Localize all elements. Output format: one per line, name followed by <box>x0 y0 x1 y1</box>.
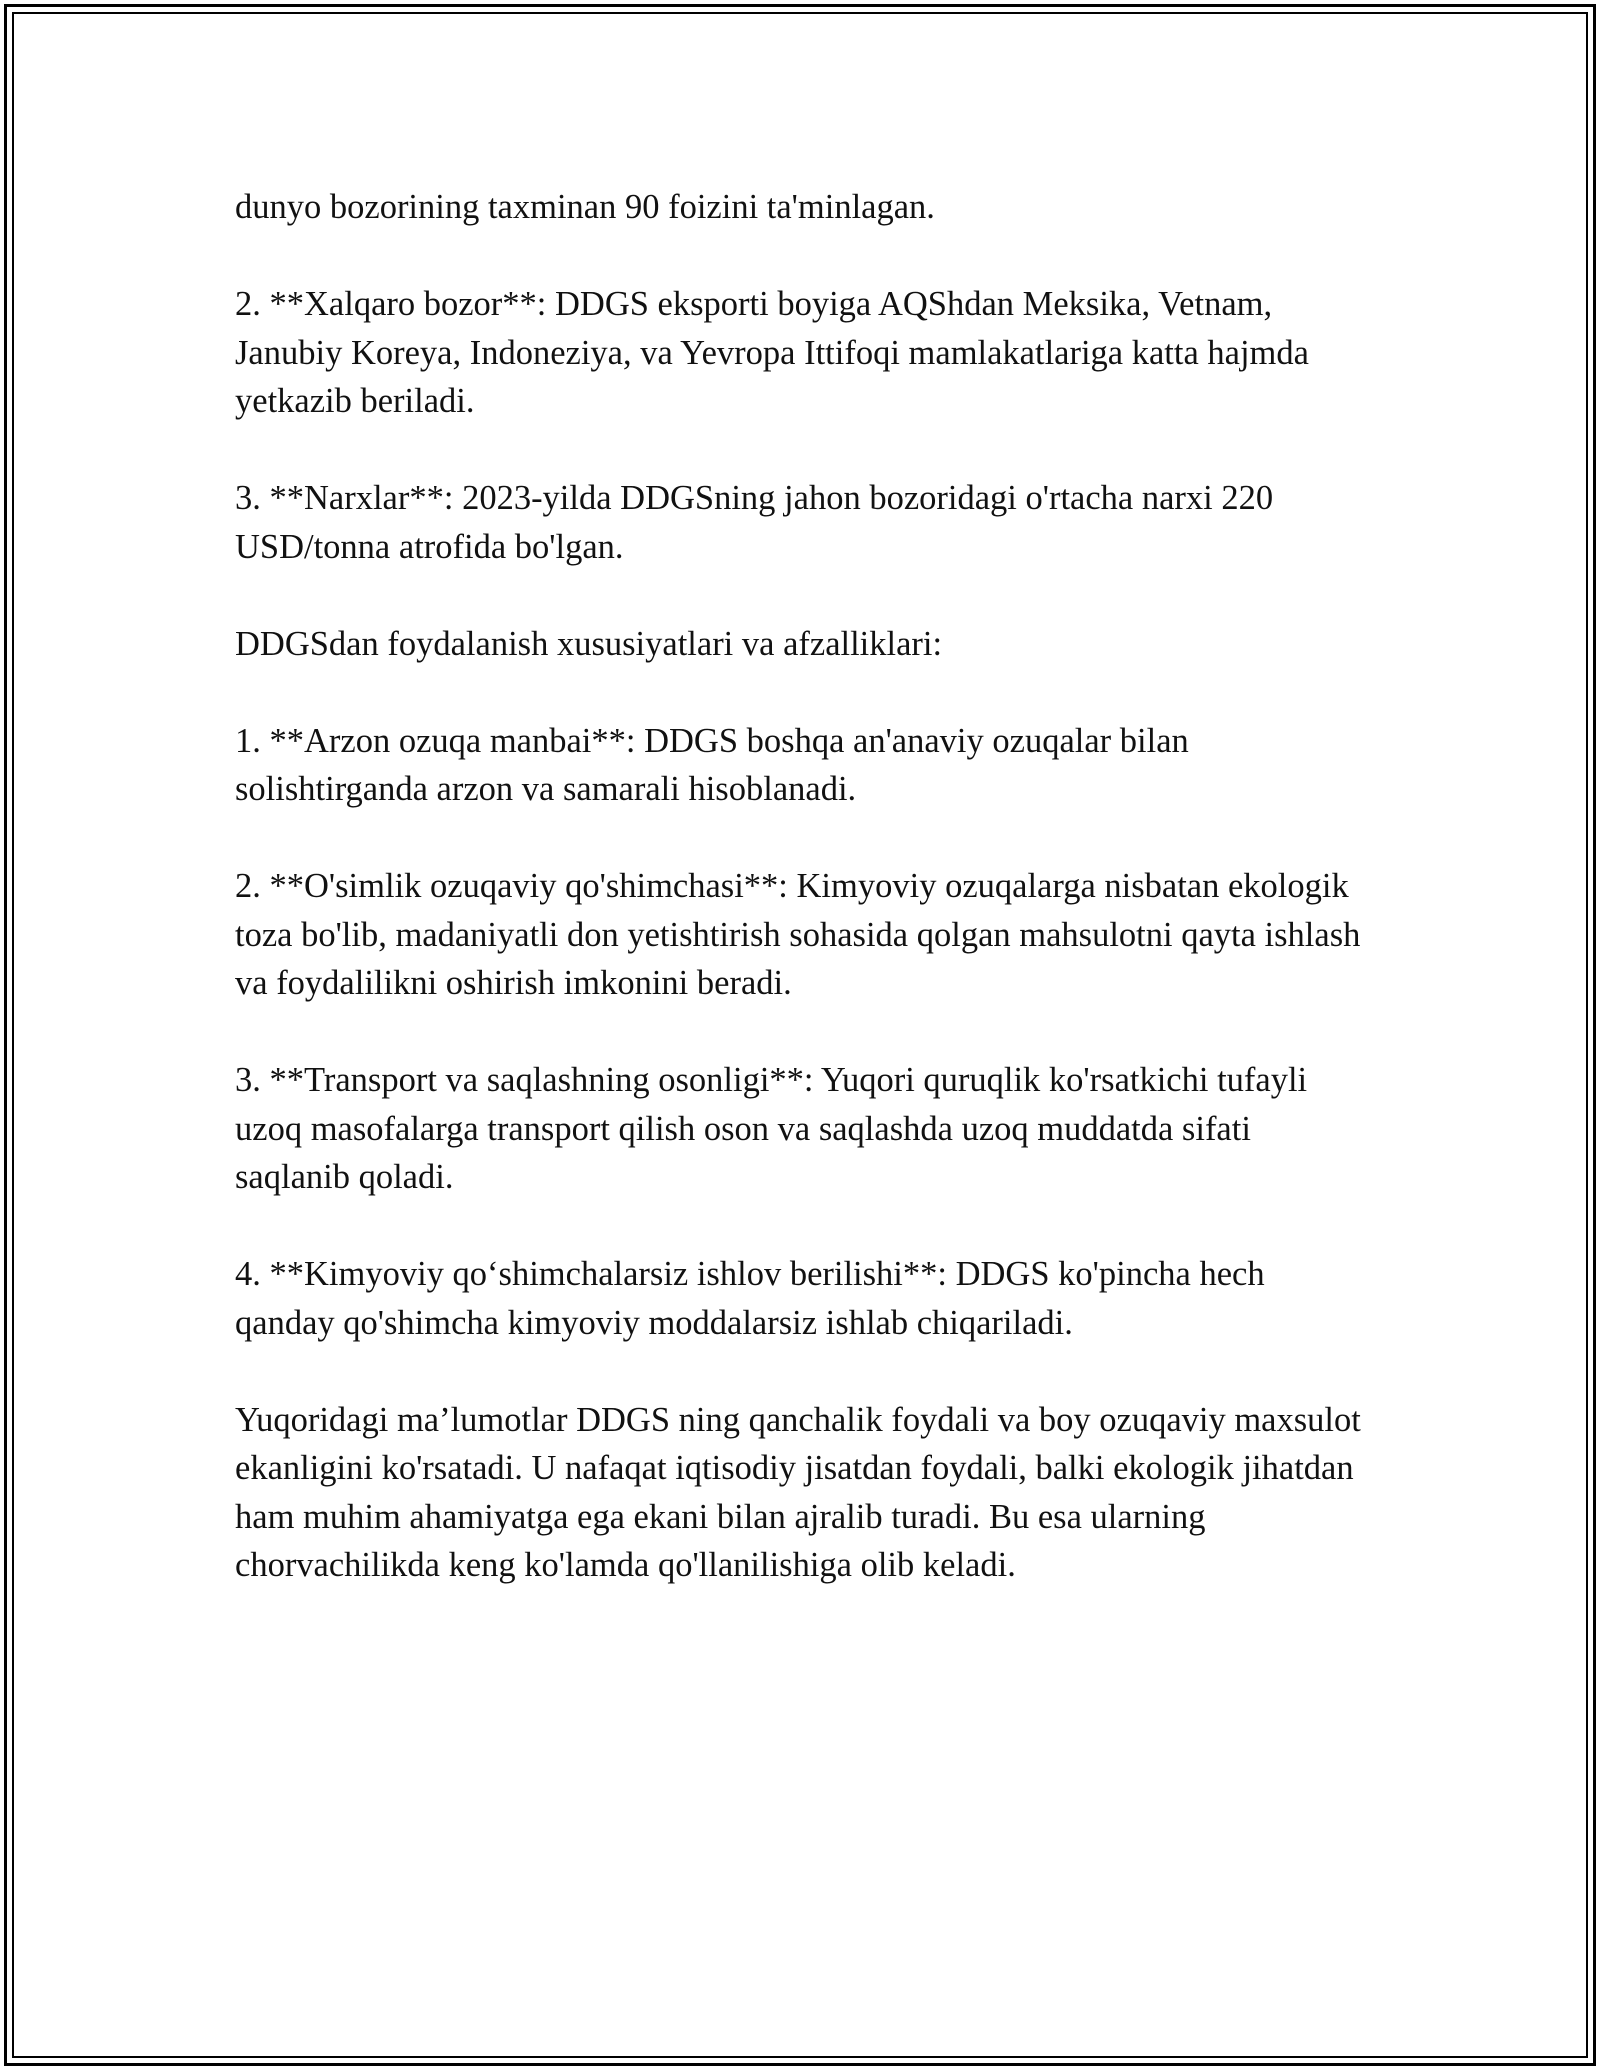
paragraph-plant-supplement: 2. **O'simlik ozuqaviy qo'shimchasi**: Kimyoviy ozuqalarga nisbatan ekologik toza bo'lib, madaniyatli don yetishtirish sohasida qolgan mahsulotni qayta ishlash va foydalilikni oshirish imkonini beradi. <box>235 867 1361 1002</box>
paragraph-transport-storage: 3. **Transport va saqlashning osonligi**: Yuqori quruqlik ko'rsatkichi tufayli uzoq masofalarga transport qilish oson va saqlashda uzoq muddatda sifati saqlanib qoladi. <box>235 1061 1308 1196</box>
paragraph-chemical-free-processing: 4. **Kimyoviy qo‘shimchalarsiz ishlov berilishi**: DDGS ko'pincha hech qanday qo'shimcha kimyoviy moddalarsiz ishlab chiqariladi. <box>235 1255 1265 1342</box>
paragraph-cheap-feed-source: 1. **Arzon ozuqa manbai**: DDGS boshqa an'anaviy ozuqalar bilan solishtirganda arzon va samarali hisoblanadi. <box>235 721 1189 808</box>
document-body <box>235 183 1365 1638</box>
paragraph-international-market: 2. **Xalqaro bozor**: DDGS eksporti boyiga AQShdan Meksika, Vetnam, Janubiy Koreya, Indoneziya, va Yevropa Ittifoqi mamlakatlariga katta hajmda yetkazib beriladi. <box>235 285 1309 420</box>
paragraph-prices: 3. **Narxlar**: 2023-yilda DDGSning jahon bozoridagi o'rtacha narxi 220 USD/tonna atrofida bo'lgan. <box>235 479 1274 566</box>
paragraph-conclusion: Yuqoridagi ma’lumotlar DDGS ning qanchalik foydali va boy ozuqaviy maxsulot ekanligini ko'rsatadi. U nafaqat iqtisodiy jisatdan foydali, balki ekologik jihatdan ham muhim ahamiyatga ega ekani bilan ajralib turadi. Bu esa ularning chorvachilikda keng ko'lamda qo'llanilishiga olib keladi. <box>235 1400 1361 1584</box>
paragraph-market-share-continuation: dunyo bozorining taxminan 90 foizini ta'minlagan. <box>235 188 935 226</box>
section-heading-benefits: DDGSdan foydalanish xususiyatlari va afzalliklari: <box>235 624 943 663</box>
